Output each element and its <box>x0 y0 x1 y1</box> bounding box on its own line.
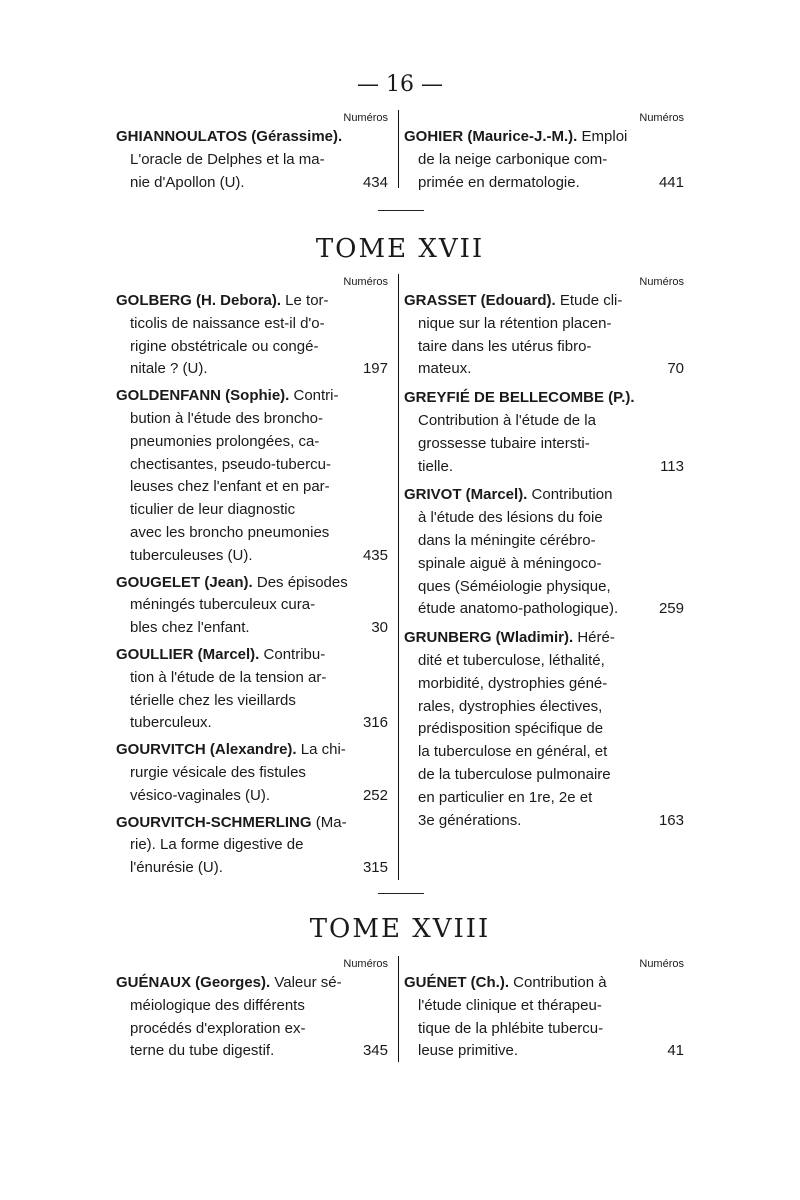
title-line-wrap <box>116 1040 388 1063</box>
title-line-wrap <box>116 1018 388 1041</box>
title-line: méiologique des différents <box>130 996 305 1014</box>
entry-number: 30 <box>371 619 388 637</box>
separator-rule <box>378 210 424 211</box>
title-line: tuberculeux. <box>130 714 212 732</box>
entry <box>404 484 684 621</box>
entry-number: 345 <box>362 1042 388 1060</box>
author-name: GOLDENFANN (Sophie). <box>116 387 290 405</box>
title-line-wrap <box>116 499 388 522</box>
title-line: térielle chez les vieillards <box>130 691 296 709</box>
title-line: rales, dystrophies électives, <box>418 697 603 715</box>
column-divider <box>398 274 399 880</box>
entry <box>404 290 684 381</box>
title-line-wrap <box>404 696 684 719</box>
entry <box>116 972 388 1063</box>
author-name: GOHIER (Maurice-J.-M.). <box>404 128 578 145</box>
title-line: à l'étude des lésions du foie <box>418 509 603 527</box>
title-line-wrap <box>116 617 388 640</box>
numeros-label: Numéros <box>639 958 684 970</box>
title-line-wrap <box>116 712 388 735</box>
title-line-wrap <box>404 358 684 381</box>
entry-number: 259 <box>658 600 684 618</box>
author-name: GUÉNAUX (Georges). <box>116 974 271 991</box>
author-name: GRASSET (Edouard). <box>404 292 556 309</box>
title-line-wrap <box>116 522 388 545</box>
title-line: grossesse tubaire intersti- <box>418 434 590 452</box>
title-line-wrap <box>404 1018 684 1041</box>
title-line-wrap <box>116 995 388 1018</box>
title-line: vésico-vaginales (U). <box>130 786 271 804</box>
entry-number: 434 <box>362 173 388 191</box>
title-line-wrap <box>116 408 388 431</box>
left-column <box>116 956 388 1063</box>
entry <box>404 972 684 1063</box>
top-entries <box>116 110 684 196</box>
title-line-wrap <box>404 336 684 359</box>
title-line: pneumonies prolongées, ca- <box>130 432 320 450</box>
left-column <box>116 110 388 194</box>
title-line: Contribution à <box>509 974 607 991</box>
entry-first-line <box>404 484 684 507</box>
left-column <box>116 274 388 880</box>
tome-xviii-entries <box>116 956 684 1066</box>
title-line: bution à l'étude des broncho- <box>130 409 324 427</box>
title-line: de la tuberculose pulmonaire <box>418 765 611 783</box>
title-line: leuse primitive. <box>418 1042 519 1060</box>
title-line: Contri- <box>289 387 339 405</box>
title-line: la tuberculose en général, et <box>418 743 608 761</box>
author-name: GRUNBERG (Wladimir). <box>404 629 574 647</box>
entry <box>116 385 388 567</box>
tome-xvii-heading: TOME XVII <box>315 234 485 264</box>
title-line: chectisantes, pseudo-tubercu- <box>130 455 331 473</box>
numeros-label: Numéros <box>343 958 388 970</box>
title-line-wrap <box>116 431 388 454</box>
page-number: — 16 — <box>357 72 443 97</box>
title-line: ques (Séméiologie physique, <box>418 577 611 595</box>
entry <box>116 572 388 640</box>
title-line-wrap <box>404 410 684 433</box>
entry-first-line <box>116 644 388 667</box>
title-line: Le tor- <box>281 292 329 309</box>
entry-first-line <box>116 572 388 595</box>
title-line: terne du tube digestif. <box>130 1042 275 1060</box>
title-line-wrap <box>116 476 388 499</box>
entry <box>116 290 388 381</box>
title-line-wrap <box>116 834 388 857</box>
title-line: primée en dermatologie. <box>418 173 580 191</box>
title-line-wrap <box>116 594 388 617</box>
title-line: nitale ? (U). <box>130 360 208 378</box>
title-line: étude anatomo-pathologique). <box>418 600 619 618</box>
title-line: tielle. <box>418 457 454 475</box>
entry-number: 70 <box>667 360 684 378</box>
title-line-wrap <box>404 995 684 1018</box>
title-line: morbidité, dystrophies géné- <box>418 674 608 692</box>
entry-first-line <box>116 385 388 408</box>
right-column <box>404 274 684 832</box>
title-line: l'étude clinique et thérapeu- <box>418 996 602 1014</box>
title-line-wrap <box>116 336 388 359</box>
author-name: GOUGELET (Jean). <box>116 573 253 591</box>
title-line-wrap <box>404 433 684 456</box>
title-line: prédisposition spécifique de <box>418 720 604 738</box>
title-line: dité et tuberculose, léthalité, <box>418 651 605 669</box>
entry <box>116 644 388 735</box>
title-line-wrap <box>404 1040 684 1063</box>
title-line: ticolis de naissance est-il d'o- <box>130 314 325 332</box>
entry-number: 113 <box>660 457 684 475</box>
author-name: GOLBERG (H. Debora). <box>116 292 282 309</box>
title-line-wrap <box>404 313 684 336</box>
author-name: GOURVITCH (Alexandre). <box>116 741 297 759</box>
title-line-wrap <box>116 454 388 477</box>
title-line: Contribution <box>527 486 613 504</box>
title-line-wrap <box>404 787 684 810</box>
title-line-wrap <box>404 650 684 673</box>
numeros-label: Numéros <box>343 276 388 288</box>
title-line: L'oracle de Delphes et la ma- <box>130 150 325 168</box>
title-line: tion à l'étude de la tension ar- <box>130 668 327 686</box>
title-line-wrap <box>404 810 684 833</box>
entry-ghiannoulatos <box>116 126 388 194</box>
entry-number: 163 <box>658 811 684 829</box>
entry-first-line <box>404 387 684 410</box>
title-line: spinale aiguë à méningoco- <box>418 554 602 572</box>
separator-rule <box>378 893 424 894</box>
title-line: Emploi <box>577 128 628 145</box>
title-line: 3e générations. <box>418 811 522 829</box>
title-line: Héré- <box>573 629 615 647</box>
title-line: La chi- <box>296 741 346 759</box>
title-line: Etude cli- <box>555 292 623 309</box>
title-line-wrap <box>116 313 388 336</box>
title-line: ticulier de leur diagnostic <box>130 501 296 519</box>
title-line-wrap <box>116 762 388 785</box>
entry-first-line <box>404 627 684 650</box>
entry-number: 441 <box>658 173 684 191</box>
title-line: rie). La forme digestive de <box>130 836 304 854</box>
title-line: Contribu- <box>259 645 326 663</box>
column-divider <box>398 110 399 188</box>
title-line: rigine obstétricale ou congé- <box>130 337 319 355</box>
numeros-label: Numéros <box>639 112 684 124</box>
numeros-label: Numéros <box>639 276 684 288</box>
title-line: dans la méningite cérébro- <box>418 531 596 549</box>
title-line-wrap <box>116 545 388 568</box>
entry <box>116 739 388 807</box>
entry-number: 252 <box>362 786 388 804</box>
title-line: nique sur la rétention placen- <box>418 314 612 332</box>
title-line: Contribution à l'étude de la <box>418 411 596 429</box>
author-name: GOULLIER (Marcel). <box>116 645 260 663</box>
title-line-wrap <box>404 576 684 599</box>
title-line-wrap <box>116 785 388 808</box>
entry-first-line <box>116 290 388 313</box>
title-line-wrap <box>404 553 684 576</box>
author-name: GOURVITCH-SCHMERLING <box>116 813 312 831</box>
title-line-wrap <box>116 690 388 713</box>
title-line: rurgie vésicale des fistules <box>130 763 306 781</box>
title-line: tique de la phlébite tubercu- <box>418 1019 604 1037</box>
entry-number: 41 <box>667 1042 684 1060</box>
entry-number: 315 <box>362 859 388 877</box>
column-divider <box>398 956 399 1062</box>
title-line: procédés d'exploration ex- <box>130 1019 306 1037</box>
entry-number: 197 <box>362 360 388 378</box>
author-name: GREYFIÉ DE BELLECOMBE (P.). <box>404 389 635 407</box>
title-line-wrap <box>404 741 684 764</box>
author-name: GRIVOT (Marcel). <box>404 486 528 504</box>
entry-first-line <box>116 972 388 995</box>
title-line: avec les broncho pneumonies <box>130 523 330 541</box>
title-line: de la neige carbonique com- <box>418 150 608 168</box>
title-line: leuses chez l'enfant et en par- <box>130 478 330 496</box>
title-line-wrap <box>404 718 684 741</box>
author-name: GHIANNOULATOS (Gérassime). <box>116 128 343 145</box>
title-line: mateux. <box>418 360 472 378</box>
title-line: (Ma- <box>311 813 347 831</box>
title-line-wrap <box>116 358 388 381</box>
tome-xviii-heading: TOME XVIII <box>309 914 491 944</box>
entry <box>404 387 684 478</box>
title-line-wrap <box>404 673 684 696</box>
title-line: Valeur sé- <box>270 974 342 991</box>
title-line-wrap <box>116 857 388 880</box>
title-line: nie d'Apollon (U). <box>130 173 245 191</box>
title-line-wrap <box>404 598 684 621</box>
entry-first-line <box>404 290 684 313</box>
numeros-label: Numéros <box>343 112 388 124</box>
title-line-wrap <box>404 507 684 530</box>
title-line-wrap <box>404 764 684 787</box>
title-line-wrap <box>404 530 684 553</box>
entry-first-line <box>116 812 388 835</box>
entry-number: 435 <box>362 546 388 564</box>
title-line: Des épisodes <box>252 573 348 591</box>
title-line: en particulier en 1re, 2e et <box>418 788 593 806</box>
entry-first-line <box>404 972 684 995</box>
right-column <box>404 110 684 194</box>
title-line-wrap <box>116 667 388 690</box>
entry-gohier <box>404 126 684 194</box>
entry-first-line <box>116 739 388 762</box>
right-column <box>404 956 684 1063</box>
tome-xvii-entries <box>116 274 684 884</box>
entry <box>404 627 684 832</box>
author-name: GUÉNET (Ch.). <box>404 974 509 991</box>
title-line: l'énurésie (U). <box>130 859 223 877</box>
title-line-wrap <box>404 456 684 479</box>
title-line: tuberculeuses (U). <box>130 546 253 564</box>
entry <box>116 812 388 880</box>
entry-number: 316 <box>362 714 388 732</box>
title-line: méningés tuberculeux cura- <box>130 596 316 614</box>
title-line: bles chez l'enfant. <box>130 619 250 637</box>
title-line: taire dans les utérus fibro- <box>418 337 592 355</box>
